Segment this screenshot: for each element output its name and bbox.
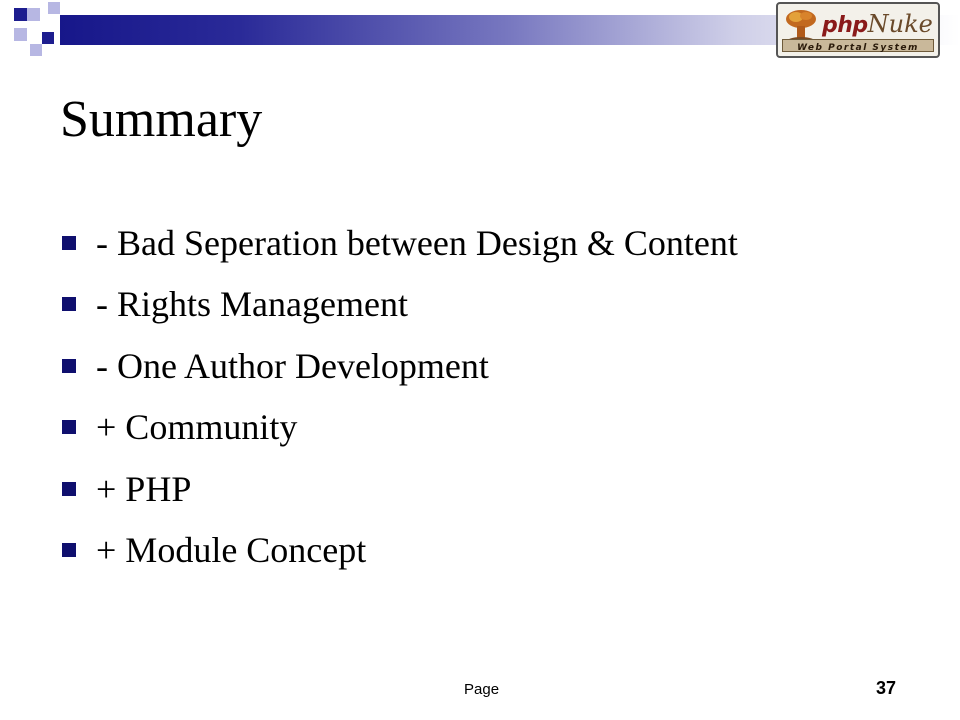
bullet-item (62, 458, 738, 520)
bullet-text: - One Author Development (96, 345, 489, 386)
bullet-text: + Community (96, 407, 298, 448)
footer-page-label: Page (464, 681, 500, 698)
logo-wordmark (822, 7, 933, 41)
corner-square-light-3 (14, 28, 27, 41)
bullet-item (62, 335, 738, 397)
bullet-list (62, 212, 738, 581)
logo-nuke-text: Nuke (867, 10, 933, 38)
logo-tagline-strip (782, 39, 934, 52)
bullet-item (62, 274, 738, 336)
footer-page-number: 37 (876, 678, 897, 698)
square-bullet-icon (62, 482, 76, 496)
corner-square-dark-2 (42, 32, 54, 44)
logo-php-text: php (822, 13, 868, 38)
bullet-text: - Rights Management (96, 284, 408, 325)
square-bullet-icon (62, 420, 76, 434)
corner-square-light-2 (48, 2, 60, 14)
logo-tagline: Web Portal System (797, 43, 919, 53)
square-bullet-icon (62, 359, 76, 373)
corner-square-dark-1 (14, 8, 27, 21)
corner-square-light-4 (30, 44, 42, 56)
corner-square-light-1 (27, 8, 40, 21)
square-bullet-icon (62, 543, 76, 557)
square-bullet-icon (62, 236, 76, 250)
bullet-text: + Module Concept (96, 530, 367, 571)
square-bullet-icon (62, 297, 76, 311)
bullet-text: + PHP (96, 468, 192, 509)
bullet-item (62, 520, 738, 582)
bullet-item (62, 212, 738, 274)
bullet-item (62, 397, 738, 459)
bullet-text: - Bad Seperation between Design & Content (96, 222, 738, 263)
slide-title: Summary (60, 91, 263, 148)
phpnuke-logo (776, 2, 940, 58)
